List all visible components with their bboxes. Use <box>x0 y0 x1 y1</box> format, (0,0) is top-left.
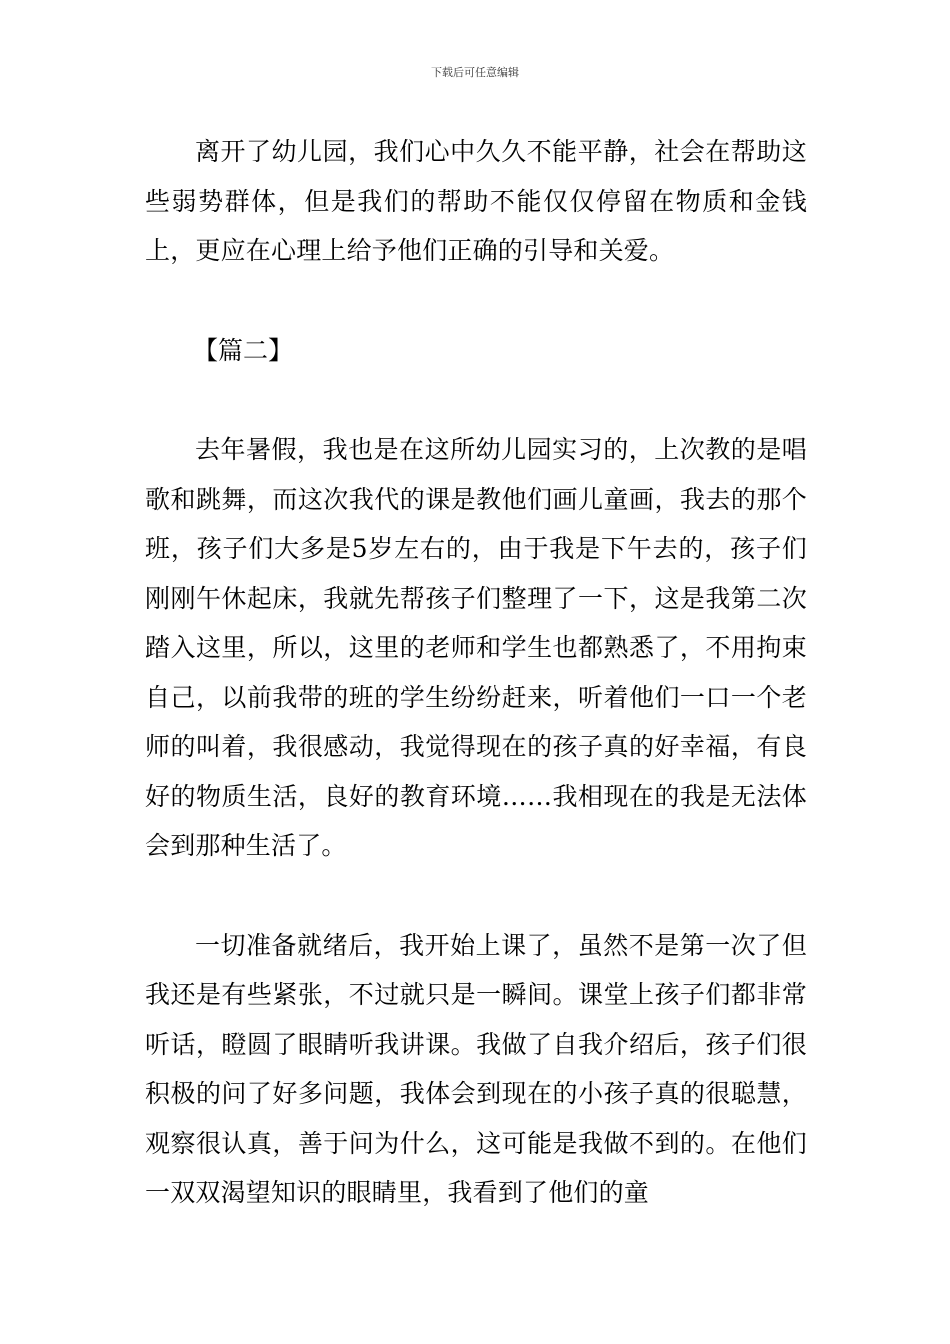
section-title: 【篇二】 <box>193 335 294 365</box>
paragraph-spacer <box>145 276 807 326</box>
paragraph-spacer <box>145 871 807 921</box>
paragraph-1: 离开了幼儿园，我们心中久久不能平静，社会在帮助这些弱势群体，但是我们的帮助不能仅仅停留在物质和金钱上，更应在心理上给予他们正确的引导和关爱。 <box>145 137 807 265</box>
paragraph-spacer <box>145 375 807 425</box>
document-body <box>145 127 807 1218</box>
paragraph-3: 一切准备就绪后，我开始上课了，虽然不是第一次了但我还是有些紧张，不过就只是一瞬间。课堂上孩子们都非常听话，瞪圆了眼睛听我讲课。我做了自我介绍后，孩子们很积极的问了好多问题，我体会到现在的小孩子真的很聪慧，观察很认真，善于问为什么，这可能是我做不到的。在他们一双双渴望知识的眼睛里，我看到了他们的童 <box>145 930 807 1207</box>
paragraph-2: 去年暑假，我也是在这所幼儿园实习的，上次教的是唱歌和跳舞，而这次我代的课是教他们画儿童画，我去的那个班，孩子们大多是5岁左右的，由于我是下午去的，孩子们刚刚午休起床，我就先帮孩子们整理了一下，这是我第二次踏入这里，所以，这里的老师和学生也都熟悉了，不用拘束自己，以前我带的班的学生纷纷赶来，听着他们一口一个老师的叫着，我很感动，我觉得现在的孩子真的好幸福，有良好的物质生活，良好的教育环境……我相现在的我是无法体会到那种生活了。 <box>145 435 807 860</box>
header-note: 下载后可任意编辑 <box>431 66 519 79</box>
